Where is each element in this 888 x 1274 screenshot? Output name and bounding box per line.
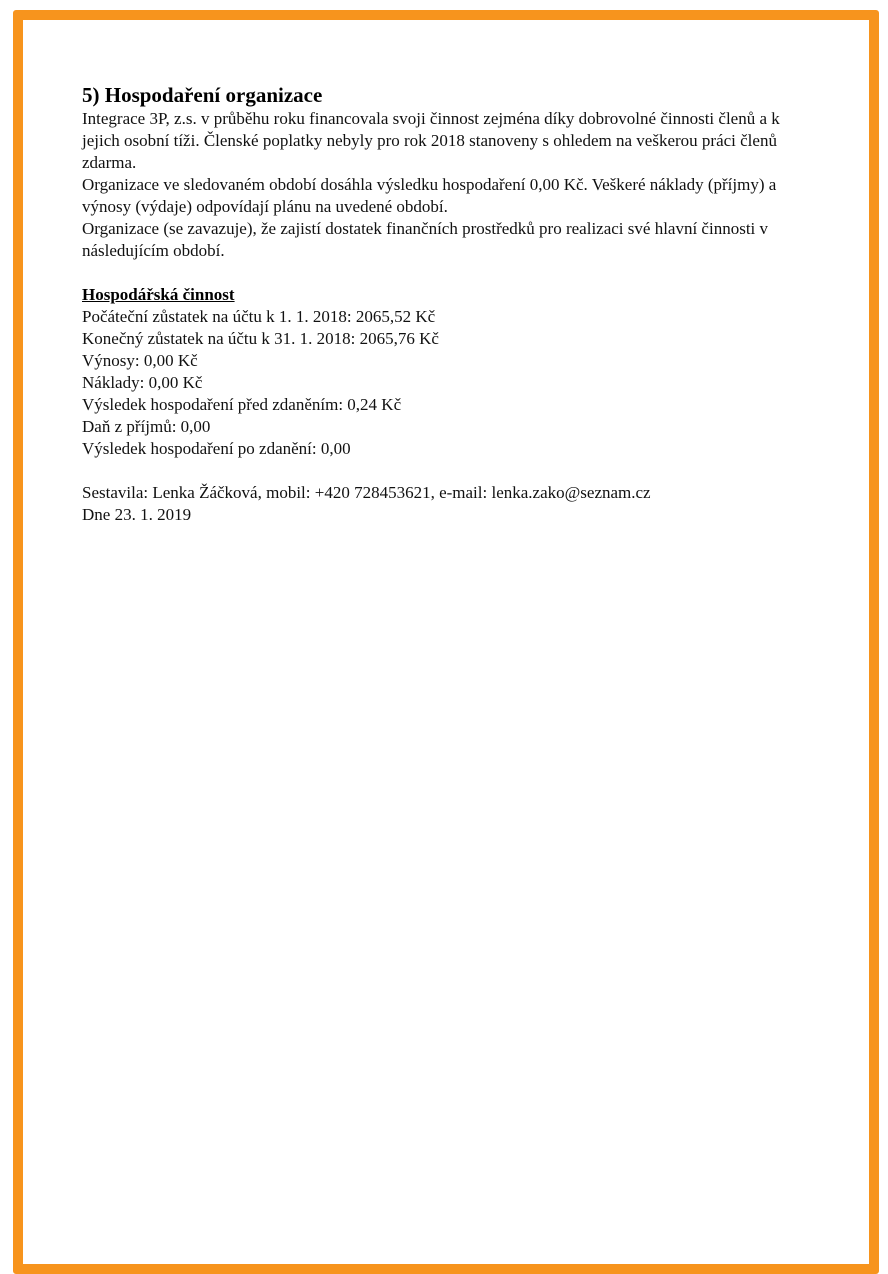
document-content (82, 82, 812, 526)
opening-balance: Počáteční zůstatek na účtu k 1. 1. 2018: 2065,52 Kč (82, 307, 436, 326)
spacer (82, 262, 812, 284)
paragraph-result: Organizace ve sledovaném období dosáhla výsledku hospodaření 0,00 Kč. Veškeré náklady (příjmy) a výnosy (výdaje) odpovídají plánu na uvedené období. (82, 175, 777, 216)
costs: Náklady: 0,00 Kč (82, 373, 203, 392)
paragraph-commitment: Organizace (se zavazuje), že zajistí dostatek finančních prostředků pro realizaci své hlavní činnosti v následujícím období. (82, 219, 769, 260)
section-title: 5) Hospodaření organizace (82, 83, 323, 107)
result-after-tax: Výsledek hospodaření po zdanění: 0,00 (82, 439, 351, 458)
economic-activity-heading: Hospodářská činnost (82, 285, 235, 304)
income-tax: Daň z příjmů: 0,00 (82, 417, 211, 436)
closing-balance: Konečný zůstatek na účtu k 31. 1. 2018: 2065,76 Kč (82, 329, 439, 348)
spacer (82, 460, 812, 482)
compiled-by: Sestavila: Lenka Žáčková, mobil: +420 728453621, e-mail: lenka.zako@seznam.cz (82, 483, 651, 502)
paragraph-funding: Integrace 3P, z.s. v průběhu roku financovala svoji činnost zejména díky dobrovolné činnosti členů a k jejich osobní tíži. Členské poplatky nebyly pro rok 2018 stanoveny s ohledem na veškerou práci členů zdarma. (82, 109, 780, 172)
result-before-tax: Výsledek hospodaření před zdaněním: 0,24 Kč (82, 395, 402, 414)
document-date: Dne 23. 1. 2019 (82, 505, 192, 524)
revenues: Výnosy: 0,00 Kč (82, 351, 198, 370)
